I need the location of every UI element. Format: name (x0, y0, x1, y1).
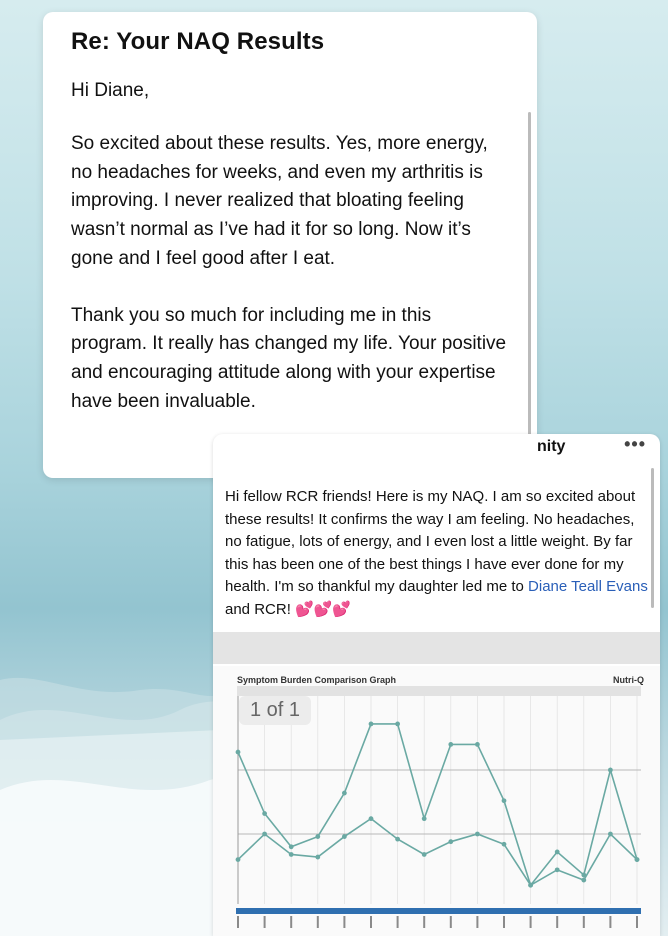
email-paragraph-1: So excited about these results. Yes, more energy, no headaches for weeks, and even my arthritis is improving. I never realized that bloating feeling wasn’t normal as I’ve had it for so long. Now it’s gone and I feel good after I eat. (71, 133, 488, 269)
data-point (262, 811, 267, 816)
chart-header-band (237, 686, 641, 696)
data-point (342, 791, 347, 796)
data-point (475, 832, 480, 837)
data-point (342, 834, 347, 839)
data-point (369, 816, 374, 821)
post-text-body: Hi fellow RCR friends! Here is my NAQ. I am so excited about these results! It confirms the way I am feeling. No headaches, no fatigue, lots of energy, and I even lost a little weight. By far this has been one of the best things I have ever done for my health. I'm so thankful my daughter led me to (225, 488, 636, 595)
data-point (236, 750, 241, 755)
x-tick-label (237, 916, 239, 928)
x-tick-label (264, 916, 266, 928)
data-point (369, 722, 374, 727)
data-point (502, 798, 507, 803)
data-point (635, 857, 640, 862)
data-point (395, 837, 400, 842)
data-point (289, 844, 294, 849)
x-tick-label (583, 916, 585, 928)
post-text-ending: and RCR! 💕💕💕 (225, 600, 352, 618)
x-tick-label (290, 916, 292, 928)
data-point (502, 842, 507, 847)
series-line-1 (238, 724, 637, 885)
x-tick-label (370, 916, 372, 928)
data-point (315, 855, 320, 860)
tagged-user-link[interactable]: Diane Teall Evans (528, 578, 648, 595)
community-post-card (213, 434, 660, 936)
data-point (289, 852, 294, 857)
more-options-icon[interactable]: ••• (624, 434, 646, 454)
email-message-card (43, 12, 537, 478)
data-point (448, 742, 453, 747)
series-line-2 (238, 819, 637, 886)
email-scrollbar[interactable] (528, 112, 531, 472)
data-point (448, 839, 453, 844)
data-point (608, 832, 613, 837)
email-greeting: Hi Diane, (71, 80, 150, 101)
data-point (475, 742, 480, 747)
x-tick-label (503, 916, 505, 928)
post-group-name[interactable]: nity (537, 438, 566, 455)
x-tick-label (636, 916, 638, 928)
x-axis-band (236, 908, 641, 914)
email-paragraph-2: Thank you so much for including me in this program. It really has changed my life. Your positive and encouraging attitude along with your expertise have been invaluable. (71, 304, 507, 412)
data-point (395, 722, 400, 727)
email-subject: Re: Your NAQ Results (71, 28, 325, 55)
data-point (236, 857, 241, 862)
x-tick-label (450, 916, 452, 928)
x-tick-label (343, 916, 345, 928)
data-point (555, 850, 560, 855)
x-tick-label (476, 916, 478, 928)
x-tick-label (609, 916, 611, 928)
x-tick-label (317, 916, 319, 928)
data-point (315, 834, 320, 839)
chart-brand: Nutri-Q (613, 675, 644, 685)
chart-title: Symptom Burden Comparison Graph (237, 675, 397, 685)
post-text (225, 486, 653, 621)
data-point (581, 878, 586, 883)
data-point (555, 867, 560, 872)
symptom-chart-image[interactable] (213, 666, 660, 936)
page-indicator: 1 of 1 (239, 696, 311, 725)
data-point (422, 816, 427, 821)
x-tick-label (556, 916, 558, 928)
data-point (262, 832, 267, 837)
data-point (528, 883, 533, 888)
attachment-divider (213, 632, 660, 664)
data-point (422, 852, 427, 857)
data-point (608, 768, 613, 773)
x-tick-label (423, 916, 425, 928)
x-tick-label (530, 916, 532, 928)
x-tick-label (397, 916, 399, 928)
